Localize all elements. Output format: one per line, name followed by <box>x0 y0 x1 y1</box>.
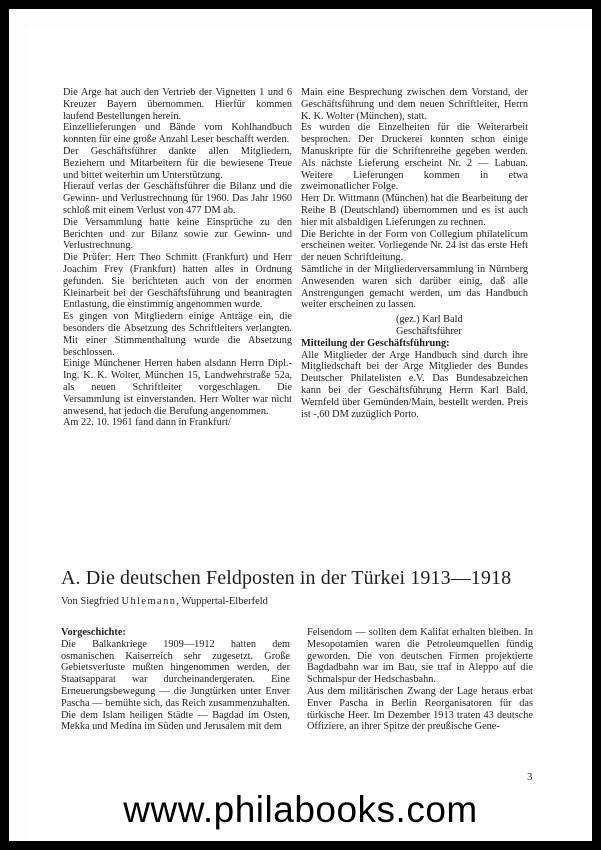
report-paragraph: Die Versammlung hatte keine Einsprüche zu den Berichten und zur Bilanz sowie zur Gewinn- und Verlustrechnung. <box>63 216 292 252</box>
signature-name: (gez.) Karl Bald <box>396 314 463 326</box>
report-paragraph: Die Berichte in der Form von Collegium philatelicum erscheinen weiter. Vorliegende Nr. 24 ist das erste Heft der neuen Schriftleitung. <box>301 228 528 264</box>
article-byline <box>61 596 268 607</box>
report-right-column <box>301 87 528 420</box>
byline-suffix: , Wuppertal-Elberfeld <box>176 596 268 607</box>
author-name: Uhlemann <box>121 596 177 607</box>
article-title: A. Die deutschen Feldposten in der Türkei 1913—1918 <box>61 567 512 589</box>
report-paragraph: Sämtliche in der Mitgliederversammlung in Nürnberg Anwesenden waren sich darüber einig, daß alle Anstrengungen gemacht werden, um das Handbuch weiter erscheinen zu lassen. <box>301 263 528 311</box>
report-paragraph: Hierauf verlas der Geschäftsführer die Bilanz und die Gewinn- und Verlustrechnung für 1960. Das Jahr 1960 schloß mit einem Verlust von 477 DM ab. <box>63 181 292 216</box>
byline-prefix: Von Siegfried <box>61 596 122 607</box>
notice-text: Alle Mitglieder der Arge Handbuch sind durch ihre Mitgliedschaft bei der Arge Mitglieder des Bundes Deutscher Philatelisten e.V. Das Bundesabzeichen kann bei der Geschäftsführung Herrn Karl Bald, Wernfeld über Gemünden/Main, bestellt werden. Preis ist -,60 DM zuzüglich Porto. <box>301 349 528 420</box>
report-paragraph: Es gingen von Mitgliedern einige Anträge ein, die besonders die Absetzung des Schriftleiters verlangten. Mit einer Stimmenthaltung wurde die Absetzung beschlossen. <box>63 311 292 358</box>
report-paragraph: Main eine Besprechung zwischen dem Vorstand, der Geschäftsführung und dem neuen Schriftleiter, Herrn K. K. Wolter (München), statt. <box>301 87 528 122</box>
report-paragraph: Einzellieferungen und Bände vom Kohlhandbuch konnten für eine große Anzahl Leser beschafft werden. <box>63 122 292 146</box>
article-left-column <box>61 627 290 733</box>
page-frame <box>9 9 592 841</box>
signature-role: Geschäftsführer <box>396 325 462 337</box>
notice-heading: Mitteilung der Geschäftsführung: <box>301 337 450 349</box>
report-paragraph: Die Prüfer: Herr Theo Schmitt (Frankfurt) und Herr Joachim Frey (Frankfurt) hatten alles in Ordnung gefunden. Sie berichteten auch von der enormen Kleinarbeit bei der Geschäftsführung und beantragten Entlastung, die einstimmig angenommen wurde. <box>63 252 292 311</box>
report-paragraph: Am 22. 10. 1961 fand dann in Frankfurt/ <box>63 417 231 429</box>
section-heading: Vorgeschichte: <box>61 627 126 638</box>
article-paragraph: Aus dem militärischen Zwang der Lage heraus erbat Enver Pascha in Berlin Reorganisatoren für das türkische Heer. Im Dezember 1913 traten 43 deutsche Offiziere, an ihrer Spitze der preußische Gene- <box>307 685 533 733</box>
report-paragraph: Herr Dr. Wittmann (München) hat die Bearbeitung der Reihe B (Deutschland) übernommen und es ist auch hier mit alsbaldigen Lieferungen zu rechnen. <box>301 193 528 228</box>
article-paragraph: Felsendom — sollten dem Kalifat erhalten bleiben. In Mesopotamien waren die Petroleumquellen fündig geworden. Die von deutschen Firmen projektierte Bagdadbahn war im Bau, sie traf in Aleppo auf die Schmalspur der Hedschasbahn. <box>307 627 533 686</box>
document-page <box>27 27 592 841</box>
signature-block <box>301 314 528 338</box>
report-paragraph: Die Arge hat auch den Vertrieb der Vignetten 1 und 6 Kreuzer Bayern übernommen. Hierfür kommen laufend Bestellungen herein. <box>63 87 292 122</box>
report-paragraph: Es wurden die Einzelheiten für die Weiterarbeit besprochen. Der Druckerei konnten schon einige Manuskripte für die Schriftenreihe gegeben werden. Als nächste Lieferung erscheint Nr. 2 — Labuan. Weitere Lieferungen kommen in etwa zweimonatlicher Folge. <box>301 122 528 193</box>
article-right-column <box>307 627 533 733</box>
page-number: 3 <box>527 771 533 783</box>
watermark-url: www.philabooks.com <box>123 789 478 830</box>
report-paragraph: Einige Münchener Herren haben alsdann Herrn Dipl.-Ing. K. K. Wolter, München 15, Landwehrstraße 52a, als neuen Schriftleiter vorgeschlagen. Die Versammlung ist einverstanden. Herr Wolter war nicht anwesend, hat jedoch die Berufung angenommen. <box>63 358 292 417</box>
article-paragraph: Die Balkankriege 1909—1912 hatten dem osmanischen Kaiserreich sehr zugesetzt. Große Gebietsverluste mußten hingenommen werden, der Staatsapparat war durcheinandergeraten. Eine Erneuerungsbewegung — die Jungtürken unter Enver Pascha — bemühte sich, das Reich zusammenzuhalten. Die dem Islam heiligen Städte — Bagdad im Osten, Mekka und Medina im Süden und Jerusalem mit dem <box>61 638 290 733</box>
report-paragraph: Der Geschäftsführer dankte allen Mitgliedern, Beziehern und Mitarbeitern für die bewiesene Treue und bittet weiterhin um Unterstützung. <box>63 145 292 181</box>
report-left-column <box>63 87 292 429</box>
